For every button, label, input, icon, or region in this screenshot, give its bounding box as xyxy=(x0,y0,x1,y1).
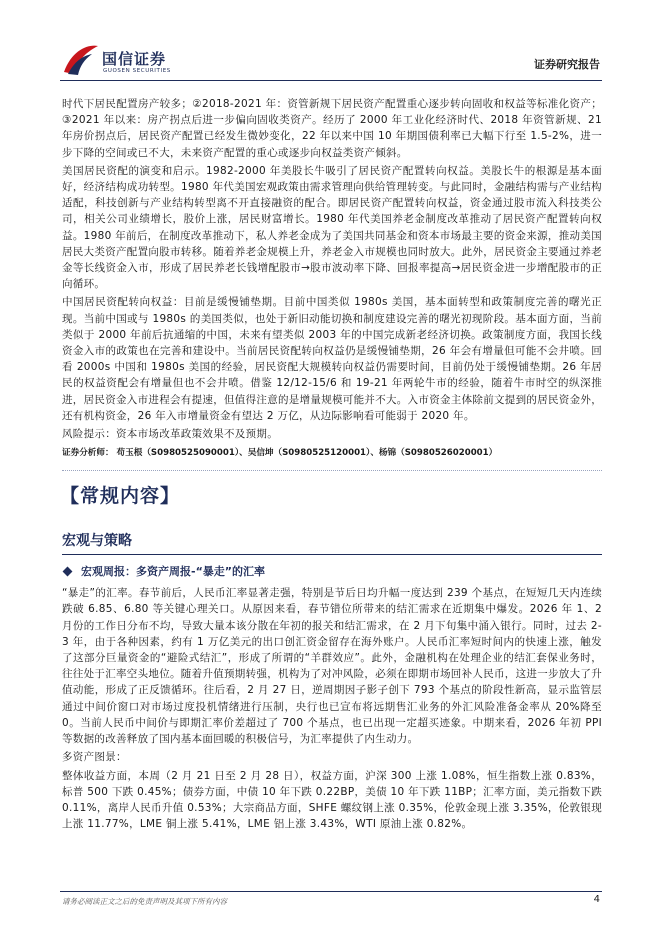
footer-divider xyxy=(60,891,602,892)
section-divider xyxy=(62,470,602,471)
footer-disclaimer: 请务必阅读正文之后的免责声明及其项下所有内容 xyxy=(62,897,227,906)
subsection-title: 宏观与策略 xyxy=(62,533,132,550)
body-paragraph: 整体收益方面，本周（2 月 21 日至 2 月 28 日），权益方面，沪深 300 上涨 1.08%，恒生指数上涨 0.83%，标普 500 下跌 0.45%；债券方面，中债 10 年下跌 0.22BP，美债 10 年下跌 11BP；汇率方面，美元指数下跌 0.11%，离岸人民币升值 0.53%；大宗商品方面，SHFE 螺纹钢上涨 0.35%，伦敦金现上涨 3.35%，伦敦银现上涨 11.77%，LME 铜上涨 5.41%，LME 铝上涨 3.43%，WTI 原油上涨 0.82%。 xyxy=(62,769,602,831)
report-item-title-text: 宏观周报：多资产周报-“暴走”的汇率 xyxy=(81,565,266,579)
subsection-underline xyxy=(62,554,602,555)
summary-paragraph: 美国居民资配的演变和启示。1982-2000 年美股长牛吸引了居民资产配置转向权益。美股长牛的根源是基本面好，经济结构成功转型。1980 年代美国宏观政策由需求管理向供给管理转变。与此同时，金融结构需与产业结构适配，科技创新与产业结构转型离不开直接融资的配合。即居民资产配置转向权益，资金通过股市流入科技类公司，相关公司业绩增长，股价上涨，居民财富增长。1980 年代美国养老金制度改革推动了居民资产配置转向权益。1980 年前后，在制度改革推动下，私人养老金成为了美国共同基金和资本市场最主要的资金来源，推动美国居民大类资产配置向股市转移。随着养老金规模上升，养老金入市规模也同时放大。此外，居民资金主要通过养老金等长线资金入市，形成了居民养老长钱增配股市→股市波动率下降、回报率提高→居民资金进一步增配股市的正向循环。 xyxy=(62,164,602,291)
body-paragraph: “暴走”的汇率。春节前后，人民币汇率显著走强，特别是节后日均升幅一度达到 239 个基点，在短短几天内连续跌破 6.85、6.80 等关键心理关口。从原因来看，春节错位所带来的结汇需求在近期集中爆发。2026 年 1、2 月份的工作日分布不均，导致大量本该分散在年初的报关和结汇需求，在 2 月下旬集中涌入银行。同时，过去 2-3 年，由于各种因素，约有 1 万亿美元的出口创汇资金留存在海外账户。人民币汇率短时间内的快速上涨，触发了这部分巨量资金的“避险式结汇”，形成了所谓的“羊群效应”。此外，金融机构在处理企业的结汇套保业务时，往往处于汇率空头地位。随着升值预期转强，机构为了对冲风险，必须在即期市场回补人民币，这进一步放大了升值动能，形成了正反馈循环。往后看，2 月 27 日，逆周期因子影子创下 793 个基点的阶段性新高，显示监管层通过中间价窗口对市场过度投机情绪进行压制，央行也已宣布将远期售汇业务的外汇风险准备金率从 20%降至 0。当前人民币中间价与即期汇率价差超过了 700 个基点，也已出现一定超买迹象。中期来看，2026 年初 PPI 等数据的改善释放了国内基本面回暖的积极信号，为汇率提供了内生动力。 xyxy=(62,587,602,746)
analyst-list: 证券分析师： 苟玉根（S0980525090001）、吴信坤（S0980525120001）、杨锦（S0980526020001） xyxy=(62,448,498,459)
section-title: 【常规内容】 xyxy=(60,485,181,508)
main-content xyxy=(62,96,602,834)
logo-english-name: GUOSEN SECURITIES xyxy=(103,68,171,74)
company-logo xyxy=(62,40,212,80)
logo-chinese-name: 国信证券 xyxy=(102,50,167,68)
diamond-bullet-icon xyxy=(63,567,73,577)
logo-mark-icon xyxy=(62,42,100,76)
summary-paragraph: 中国居民资配转向权益：目前是缓慢铺垫期。目前中国类似 1980s 美国，基本面转型和政策制度完善的曙光正现。当前中国或与 1980s 的美国类似，也处于新旧动能切换和制度建设完善的曙光初现阶段。基本面方面，当前类似于 2000 年前后抗通缩的中国，未来有望类似 2003 年的中国完成新老经济切换。政策制度方面，我国长线资金入市的政策也在完善和建设中。当前居民资配转向权益仍是缓慢铺垫期，26 年会有增量但可能不会井喷。回看 2000s 中国和 1980s 美国的经验，居民资配大规模转向权益仍需要时间，目前仍处于缓慢铺垫期。26 年居民的权益资配会有增量但也不会井喷。借鉴 12/12-15/6 和 19-21 年两轮牛市的经验，随着牛市时空的纵深推进，居民资金入市进程会有提速，但值得注意的是增量规模可能并不大。入市资金主体除前文提到的居民资金外，还有机构资金，26 年入市增量资金有望达 2 万亿，从边际影响看可能弱于 2020 年。 xyxy=(62,296,602,422)
header-divider xyxy=(60,80,602,81)
risk-warning: 风险提示：资本市场改革政策效果不及预期。 xyxy=(62,428,278,441)
page-header xyxy=(0,0,662,84)
body-paragraph: 多资产图景： xyxy=(62,751,127,764)
page-number: 4 xyxy=(593,894,600,905)
report-type-label: 证券研究报告 xyxy=(534,58,600,71)
report-item-title xyxy=(62,563,602,579)
summary-paragraph: 时代下居民配置房产较多；②2018-2021 年：资管新规下居民资产配置重心逐步转向固收和权益等标准化资产；③2021 年以来：房产拐点后进一步偏向固收类资产。经历了 2000 年工业化经济时代、2018 年资管新规、21 年房价拐点后，居民资产配置已经发生微妙变化，22 年以来中国 10 年期国债利率已大幅下行至 1.5-2%，进一步下降的空间或已不大，未来资产配置的重心或逐步向权益类资产倾斜。 xyxy=(62,98,602,159)
